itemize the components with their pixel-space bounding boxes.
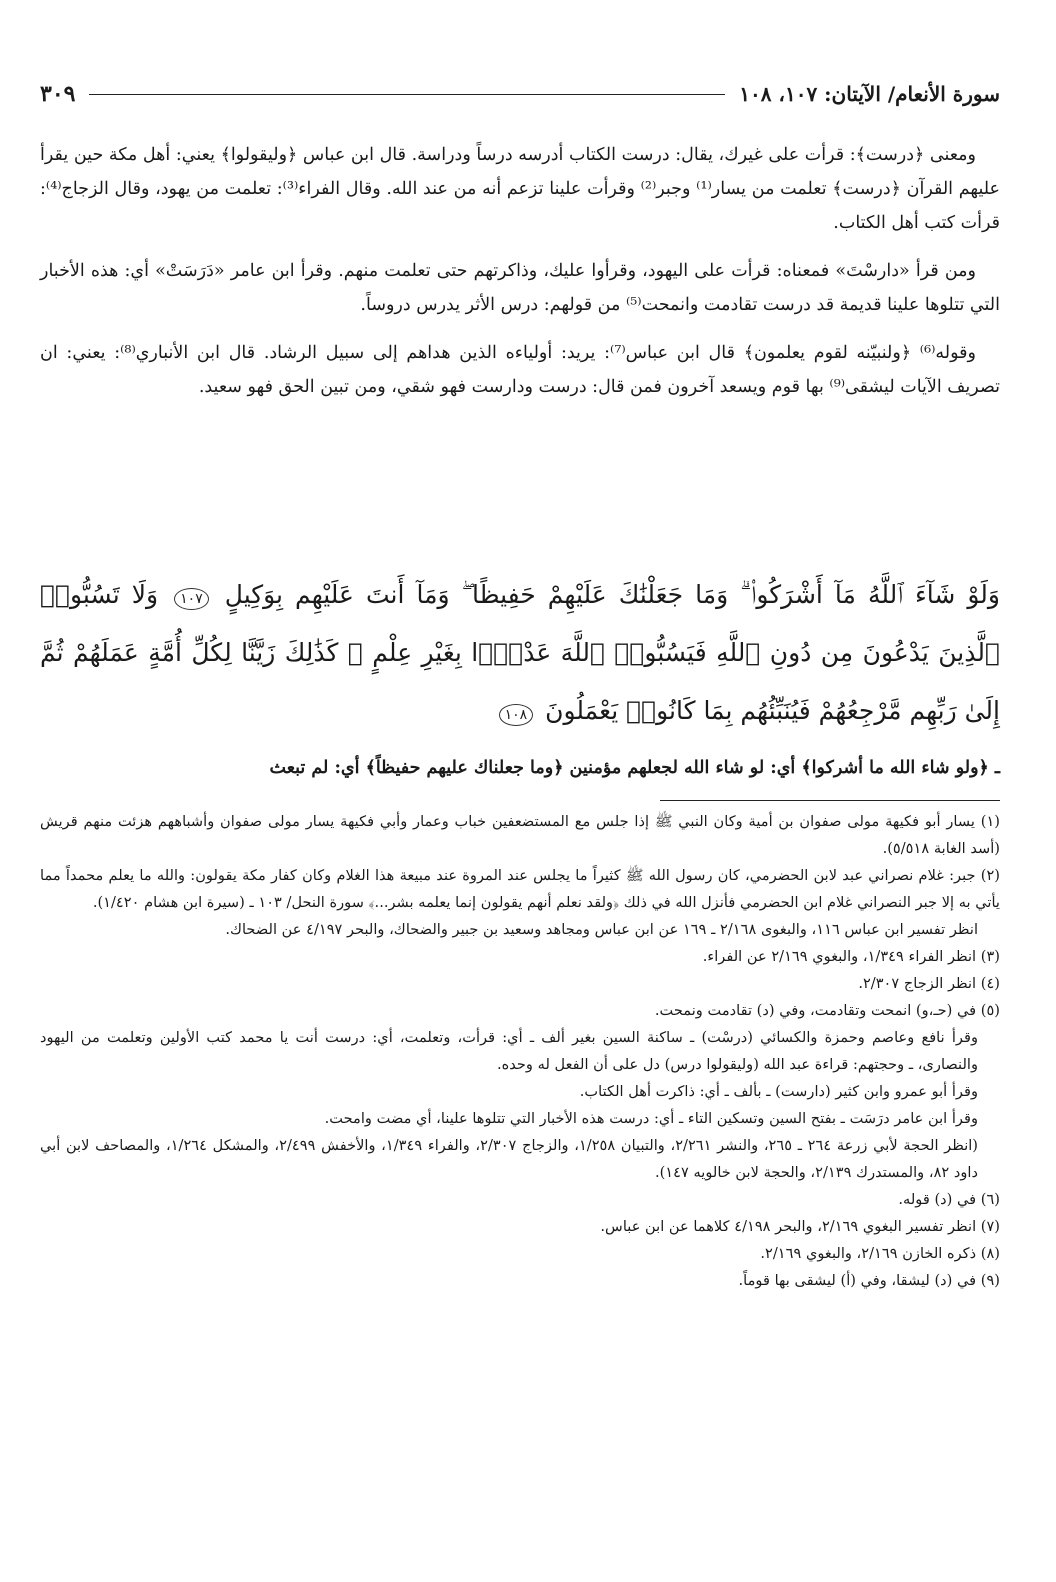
page-header — [40, 74, 1000, 114]
footnote-5: (٥) في (حـ،و) انمحت وتقادمت، وفي (د) تقادمت ونمحت. — [654, 1002, 1000, 1019]
verse-commentary-line: ـ ﴿ولو شاء الله ما أشركوا﴾ أي: لو شاء الله لجعلهم مؤمنين ﴿وما جعلناك عليهم حفيظاً﴾ أي: لم تبعث — [269, 758, 1000, 778]
footnote-2: (٢) جبر: غلام نصراني عبد لابن الحضرمي، كان رسول الله ﷺ كثيراً ما يجلس عند المروة عند مبيعة هذا الغلام وكان كفار مكة يقولون: والله ما يعلم محمداً مما يأتي به إلا جبر النصراني غلام ابن الحضرمي فأنزل الله في ذلك ﴿ولقد نعلم أنهم يقولون إنما يعلمه بشر...﴾ سورة النحل/ ١٠٣ ـ (سيرة ابن هشام ١/٤٢٠). — [40, 867, 1000, 911]
commentary-text — [40, 138, 1000, 418]
header-rule — [89, 94, 725, 95]
footnote-7: (٧) انظر تفسير البغوي ٢/١٦٩، والبحر ٤/١٩٨ كلاهما عن ابن عباس. — [600, 1218, 1000, 1235]
footnote-5-reading-2: وقرأ أبو عمرو وابن كثير (دارست) ـ بألف ـ أي: ذاكرت أهل الكتاب. — [579, 1083, 978, 1100]
footnote-8: (٨) ذكره الخازن ٢/١٦٩، والبغوي ٢/١٦٩. — [760, 1245, 1000, 1262]
quran-verse-block — [40, 566, 1000, 740]
footnotes — [40, 808, 1000, 1294]
footnote-3: (٣) انظر الفراء ١/٣٤٩، والبغوي ٢/١٦٩ عن الفراء. — [702, 948, 1000, 965]
verse-commentary — [40, 752, 1000, 784]
footnote-5-reading-1: وقرأ نافع وعاصم وحمزة والكسائي (درسْت) ـ ساكنة السين بغير ألف ـ أي: قرأت، وتعلمت، أي: درست أنت يا محمد كتب الأولين وتعلمت من اليهود والنصارى، ـ وحجتهم: قراءة عبد الله (وليقولوا درس) دل على أن الفعل له وحده. — [40, 1029, 978, 1073]
paragraph-2: ومن قرأ «دارسْتَ» فمعناه: قرأت على اليهود، وقرأوا عليك، وذاكرتهم حتى تعلمت منهم. وقرأ ابن عامر «دَرَسَتْ» أي: هذه الأخبار التي تتلوها علينا قديمة قد درست تقادمت وانمحت⁽⁵⁾ من قولهم: درس الأثر يدرس دروساً. — [40, 261, 1000, 315]
running-title: سورة الأنعام/ الآيتان: ١٠٧، ١٠٨ — [739, 82, 1000, 106]
paragraph-1: ومعنى ﴿درست﴾: قرأت على غيرك، يقال: درست الكتاب أدرسه درساً ودراسة. قال ابن عباس ﴿وليقولوا﴾ يعني: أهل مكة حين يقرأ عليهم القرآن ﴿درست﴾ تعلمت من يسار⁽¹⁾ وجبر⁽²⁾ وقرأت علينا تزعم أنه من عند الله. وقال الفراء⁽³⁾: تعلمت من يهود، وقال الزجاج⁽⁴⁾: قرأت كتب أهل الكتاب. — [40, 145, 1000, 233]
footnote-2-references: انظر تفسير ابن عباس ١١٦، والبغوى ٢/١٦٨ ـ ١٦٩ عن ابن عباس ومجاهد وسعيد بن جبير والضحاك، والبحر ٤/١٩٧ عن الضحاك. — [225, 921, 978, 938]
ayah-108-marker: ١٠٨ — [499, 704, 534, 726]
footnote-9: (٩) في (د) ليشقا، وفي (أ) ليشقى بها قوماً. — [738, 1272, 1000, 1289]
footnote-separator — [660, 800, 1000, 801]
footnote-6: (٦) في (د) قوله. — [898, 1191, 1000, 1208]
paragraph-3: وقوله⁽⁶⁾ ﴿ولنبيّنه لقوم يعلمون﴾ قال ابن عباس⁽⁷⁾: يريد: أولياءه الذين هداهم إلى سبيل الرشاد. قال ابن الأنباري⁽⁸⁾: يعني: ان تصريف الآيات ليشقى⁽⁹⁾ بها قوم ويسعد آخرون فمن قال: درست ودارست فهو شقي، ومن تبين الحق فهو سعيد. — [40, 343, 1000, 397]
footnote-5-reading-3: وقرأ ابن عامر درَسَت ـ بفتح السين وتسكين التاء ـ أي: درست هذه الأخبار التي تتلوها علينا، أي مضت وامحت. — [324, 1110, 978, 1127]
footnote-1: (١) يسار أبو فكيهة مولى صفوان بن أمية وكان النبي ﷺ إذا جلس مع المستضعفين خباب وعمار وأبي فكيهة يسار مولى صفوان وأشباههم هزئت منهم قريش (أسد الغابة ٥/٥١٨). — [40, 813, 1000, 857]
ayah-108-text: وَلَا تَسُبُّوا۟ ٱلَّذِينَ يَدْعُونَ مِن دُونِ ٱللَّهِ فَيَسُبُّوا۟ ٱللَّهَ عَدْوًۢا بِغَيْرِ عِلْمٍ ۗ كَذَٰلِكَ زَيَّنَّا لِكُلِّ أُمَّةٍ عَمَلَهُمْ ثُمَّ إِلَىٰ رَبِّهِم مَّرْجِعُهُمْ فَيُنَبِّئُهُم بِمَا كَانُوا۟ يَعْمَلُونَ — [40, 580, 1000, 725]
footnote-5-references: (انظر الحجة لأبي زرعة ٢٦٤ ـ ٢٦٥، والنشر ٢/٢٦١، والتبيان ١/٢٥٨، والزجاج ٢/٣٠٧، والفراء ١/٣٤٩، والأخفش ٢/٤٩٩، والمشكل ١/٢٦٤، والمصاحف لابن أبي داود ٨٢، والمستدرك ٢/١٣٩، والحجة لابن خالويه ١٤٧). — [40, 1137, 978, 1181]
footnote-4: (٤) انظر الزجاج ٢/٣٠٧. — [858, 975, 1000, 992]
ayah-107-text: وَلَوْ شَآءَ ٱللَّهُ مَآ أَشْرَكُوا۟ ۗ وَمَا جَعَلْنَٰكَ عَلَيْهِمْ حَفِيظًا ۖ وَمَآ أَنتَ عَلَيْهِم بِوَكِيلٍ — [224, 580, 1000, 609]
ayah-107-marker: ١٠٧ — [174, 588, 209, 610]
page-number: ٣٠٩ — [40, 81, 76, 107]
